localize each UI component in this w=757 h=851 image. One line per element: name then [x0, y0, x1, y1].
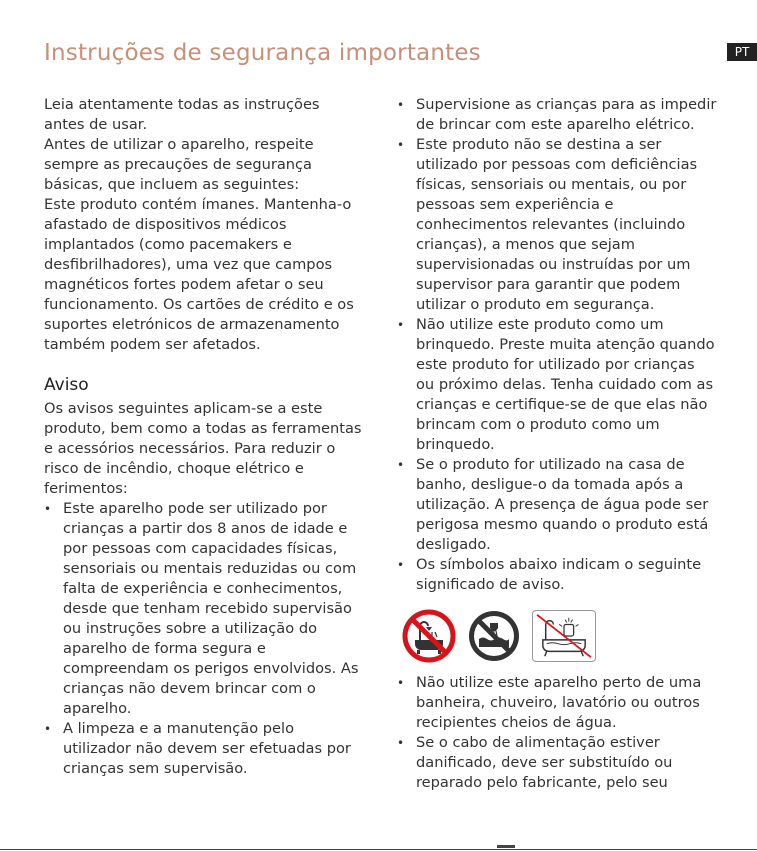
left-column: [44, 95, 364, 779]
list-item: • Os símbolos abaixo indicam o seguinte significado de aviso.: [397, 555, 717, 595]
list-item: • Se o produto for utilizado na casa de banho, desligue-o da tomada após a utilização. A presença de água pode ser perigosa mesmo quando o produto está desligado.: [397, 455, 717, 555]
intro-paragraph: Antes de utilizar o aparelho, respeite sempre as precauções de segurança básicas, que incluem as seguintes:: [44, 136, 314, 193]
list-item: • A limpeza e a manutenção pelo utilizador não devem ser efetuadas por crianças sem supervisão.: [44, 719, 364, 779]
list-item: • Este aparelho pode ser utilizado por crianças a partir dos 8 anos de idade e por pessoas com capacidades físicas, sensoriais ou mentais reduzidas ou com falta de experiência e conhecimentos, desde que tenham recebido supervisão ou instruções sobre a utilização do aparelho de forma segura e compreendam os perigos envolvidos. As crianças não devem brincar com o aparelho.: [44, 499, 364, 719]
no-water-basin-icon: [467, 609, 521, 663]
intro-paragraph: Leia atentamente todas as instruções antes de usar.: [44, 96, 320, 133]
list-item: • Não utilize este produto como um brinquedo. Preste muita atenção quando este produto for utilizado por crianças ou próximo delas. Tenha cuidado com as crianças e certifique-se de que elas não brincam com o produto como um brinquedo.: [397, 315, 717, 455]
list-item: • Não utilize este aparelho perto de uma banheira, chuveiro, lavatório ou outros recipientes cheios de água.: [397, 673, 717, 733]
list-item: • Supervisione as crianças para as impedir de brincar com este aparelho elétrico.: [397, 95, 717, 135]
left-bullet-list: [44, 499, 364, 779]
no-device-in-bathtub-icon: [532, 610, 596, 662]
no-shower-bath-icon: [402, 609, 456, 663]
right-bullet-list-bottom: [397, 673, 717, 793]
warning-paragraph: Os avisos seguintes aplicam-se a este produto, bem como a todas as ferramentas e acessórios necessários. Para reduzir o risco de incêndio, choque elétrico e ferimentos:: [44, 400, 362, 497]
list-item: • Este produto não se destina a ser utilizado por pessoas com deficiências físicas, sensoriais ou mentais, ou por pessoas sem experiência e conhecimentos relevantes (incluindo crianças), a menos que sejam supervisionadas ou instruídas por um supervisor para garantir que podem utilizar o produto em segurança.: [397, 135, 717, 315]
page-bottom-rule: [0, 849, 757, 850]
right-bullet-list-top: [397, 95, 717, 595]
right-column: [397, 95, 717, 793]
magnet-warning-paragraph: Este produto contém ímanes. Mantenha-o afastado de dispositivos médicos implantados (como pacemakers e desfibrilhadores), uma vez que campos magnéticos fortes podem afetar o seu funcionamento. Os cartões de crédito e os suportes eletrónicos de armazenamento também podem ser afetados.: [44, 196, 354, 353]
list-item: • Se o cabo de alimentação estiver danificado, deve ser substituído ou reparado pelo fabricante, pelo seu: [397, 733, 717, 793]
warning-heading: Aviso: [44, 375, 89, 395]
page-bottom-mark: [497, 845, 515, 848]
language-badge: PT: [727, 43, 757, 61]
page-title: Instruções de segurança importantes: [44, 40, 481, 66]
warning-symbols: [402, 608, 717, 664]
